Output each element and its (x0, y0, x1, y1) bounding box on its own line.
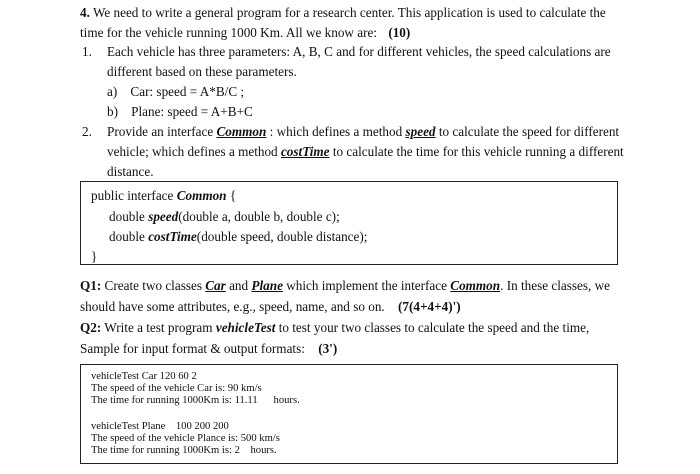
item-1-line-1: Each vehicle has three parameters: A, B, C and for different vehicles, the speed calculations are (107, 44, 611, 59)
q1-text-a: Create two classes (101, 278, 206, 293)
code-method-costtime: costTime (148, 229, 197, 244)
sample-plane-time: The time for running 1000Km is: 2 hours. (91, 445, 277, 456)
code-line-1 (91, 186, 236, 206)
q1-text-b: and (225, 278, 252, 293)
q1-label: Q1: (80, 278, 102, 293)
q1-text-d: . In these classes, we (500, 278, 610, 293)
item-2-text-e: to calculate the time for this vehicle running a different (329, 144, 624, 159)
q2-label: Q2: (80, 320, 102, 335)
item-2-line-3: distance. (107, 164, 154, 179)
interface-common-ref: Common (216, 124, 267, 139)
class-plane-ref: Plane (251, 278, 283, 293)
code-keyword: public interface (91, 188, 177, 203)
q2-points: (3') (318, 341, 338, 356)
class-car-ref: Car (205, 278, 226, 293)
sample-car-input: vehicleTest Car 120 60 2 (91, 371, 197, 382)
item-1-sub-b: b) Plane: speed = A+B+C (107, 104, 253, 119)
q1-line-1 (80, 276, 610, 296)
item-2-text-a: Provide an interface (107, 124, 217, 139)
item-2-line-1 (107, 122, 619, 142)
sample-car-time: The time for running 1000Km is: 11.11 hours. (91, 395, 300, 406)
question-text-2: time for the vehicle running 1000 Km. All we know are: (80, 25, 378, 40)
item-2-number: 2. (82, 124, 92, 139)
code-params-2: (double speed, double distance); (196, 229, 368, 244)
code-method-speed: speed (148, 209, 179, 224)
sample-plane-input: vehicleTest Plane 100 200 200 (91, 421, 229, 432)
q2-text-a: Write a test program (101, 320, 216, 335)
q2-text-b: to test your two classes to calculate the speed and the time, (275, 320, 590, 335)
question-line-1 (80, 3, 606, 23)
q1-text-c: which implement the interface (282, 278, 451, 293)
q1-points: (7(4+4+4)') (398, 299, 461, 314)
question-text-1: We need to write a general program for a research center. This application is used to calculate the (92, 5, 606, 20)
sample-plane-speed: The speed of the vehicle Plance is: 500 km/s (91, 433, 280, 444)
question-points: (10) (388, 25, 411, 40)
item-1-line-2: different based on these parameters. (107, 64, 297, 79)
item-2-text-b: : which defines a method (266, 124, 406, 139)
method-costtime-ref: costTime (280, 144, 330, 159)
q2-line-1 (80, 318, 589, 338)
code-open-brace: { (226, 188, 237, 203)
question-number: 4. (80, 5, 90, 20)
code-close-brace: } (91, 249, 98, 264)
q1-text-e: should have some attributes, e.g., speed, name, and so on. (80, 299, 385, 314)
code-line-2 (109, 207, 340, 227)
code-line-3 (109, 227, 367, 247)
item-2-line-2 (107, 142, 624, 162)
q2-line-2 (80, 339, 337, 359)
code-interface-name: Common (176, 188, 227, 203)
q2-text-c: Sample for input format & output formats: (80, 341, 305, 356)
method-speed-ref: speed (405, 124, 436, 139)
sample-car-speed: The speed of the vehicle Car is: 90 km/s (91, 383, 262, 394)
q1-line-2 (80, 297, 461, 317)
code-type-2: double (109, 229, 149, 244)
item-2-text-d: vehicle; which defines a method (107, 144, 281, 159)
item-1-number: 1. (82, 44, 92, 59)
question-line-2 (80, 23, 410, 43)
item-1-sub-a: a) Car: speed = A*B/C ; (107, 84, 245, 99)
code-params-1: (double a, double b, double c); (178, 209, 340, 224)
q2-program-name: vehicleTest (215, 320, 276, 335)
code-type-1: double (109, 209, 149, 224)
item-2-text-c: to calculate the speed for different (435, 124, 620, 139)
q1-interface-common-ref: Common (450, 278, 501, 293)
